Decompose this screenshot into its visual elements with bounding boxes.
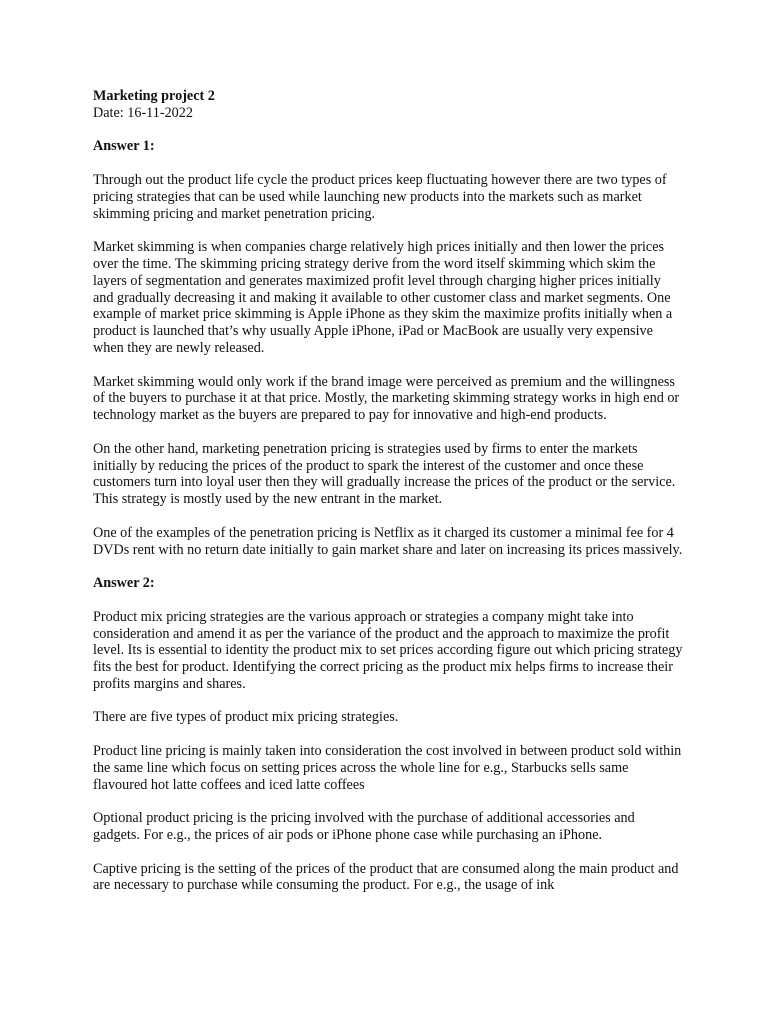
paragraph: On the other hand, marketing penetration pricing is strategies used by firms to enter the markets initially by reducing the prices of the product to spark the interest of the customer and once these customers turn into loyal user then they will gradually increase the prices of the product or the service. This strategy is mostly used by the new entrant in the market. — [93, 440, 676, 508]
paragraph: Through out the product life cycle the product prices keep fluctuating however there are two types of pricing strategies that can be used while launching new products into the markets such as market skimming pricing and market penetration pricing. — [93, 171, 667, 222]
paragraph: Captive pricing is the setting of the prices of the product that are consumed along the main product and are necessary to purchase while consuming the product. For e.g., the usage of ink — [93, 860, 679, 894]
paragraph: Market skimming would only work if the brand image were perceived as premium and the willingness of the buyers to purchase it at that price. Mostly, the marketing skimming strategy works in high end or technology market as the buyers are prepared to pay for innovative and high-end products. — [93, 373, 680, 424]
paragraph: Optional product pricing is the pricing involved with the purchase of additional accessories and gadgets. For e.g., the prices of air pods or iPhone phone case while purchasing an iPhone. — [93, 810, 635, 844]
paragraph: There are five types of product mix pricing strategies. — [93, 709, 399, 726]
document-date: Date: 16-11-2022 — [93, 104, 193, 121]
paragraph: One of the examples of the penetration pricing is Netflix as it charged its customer a minimal fee for 4 DVDs rent with no return date initially to gain market share and later on increasing its prices massively. — [93, 524, 683, 558]
paragraph: Product line pricing is mainly taken into consideration the cost involved in between product sold within the same line which focus on setting prices across the whole line for e.g., Starbucks sells same flavoured hot latte coffees and iced latte coffees — [93, 743, 682, 793]
paragraph: Market skimming is when companies charge relatively high prices initially and then lower the prices over the time. The skimming pricing strategy derive from the word itself skimming which skim the layers of segmentation and generates maximized profit level through charging higher prices initially and gradually decreasing it and making it available to other customer class and market segments. One example of market price skimming is Apple iPhone as they skim the maximize profits initially when a product is launched that’s why usually Apple iPhone, iPad or MacBook are usually very expensive when they are newly released. — [93, 239, 673, 356]
section-heading: Answer 2: — [93, 575, 155, 592]
section-answer-1 — [93, 138, 683, 558]
section-answer-2 — [93, 575, 683, 894]
paragraph: Product mix pricing strategies are the various approach or strategies a company might take into consideration and amend it as per the variance of the product and the approach to maximize the profit level. Its is essential to identity the product mix to set prices according figure out which pricing strategy fits the best for product. Identifying the correct pricing as the product mix helps firms to increase their profits margins and shares. — [93, 608, 683, 692]
section-heading: Answer 1: — [93, 138, 155, 155]
document-body — [93, 88, 683, 911]
document-title: Marketing project 2 — [93, 88, 215, 104]
